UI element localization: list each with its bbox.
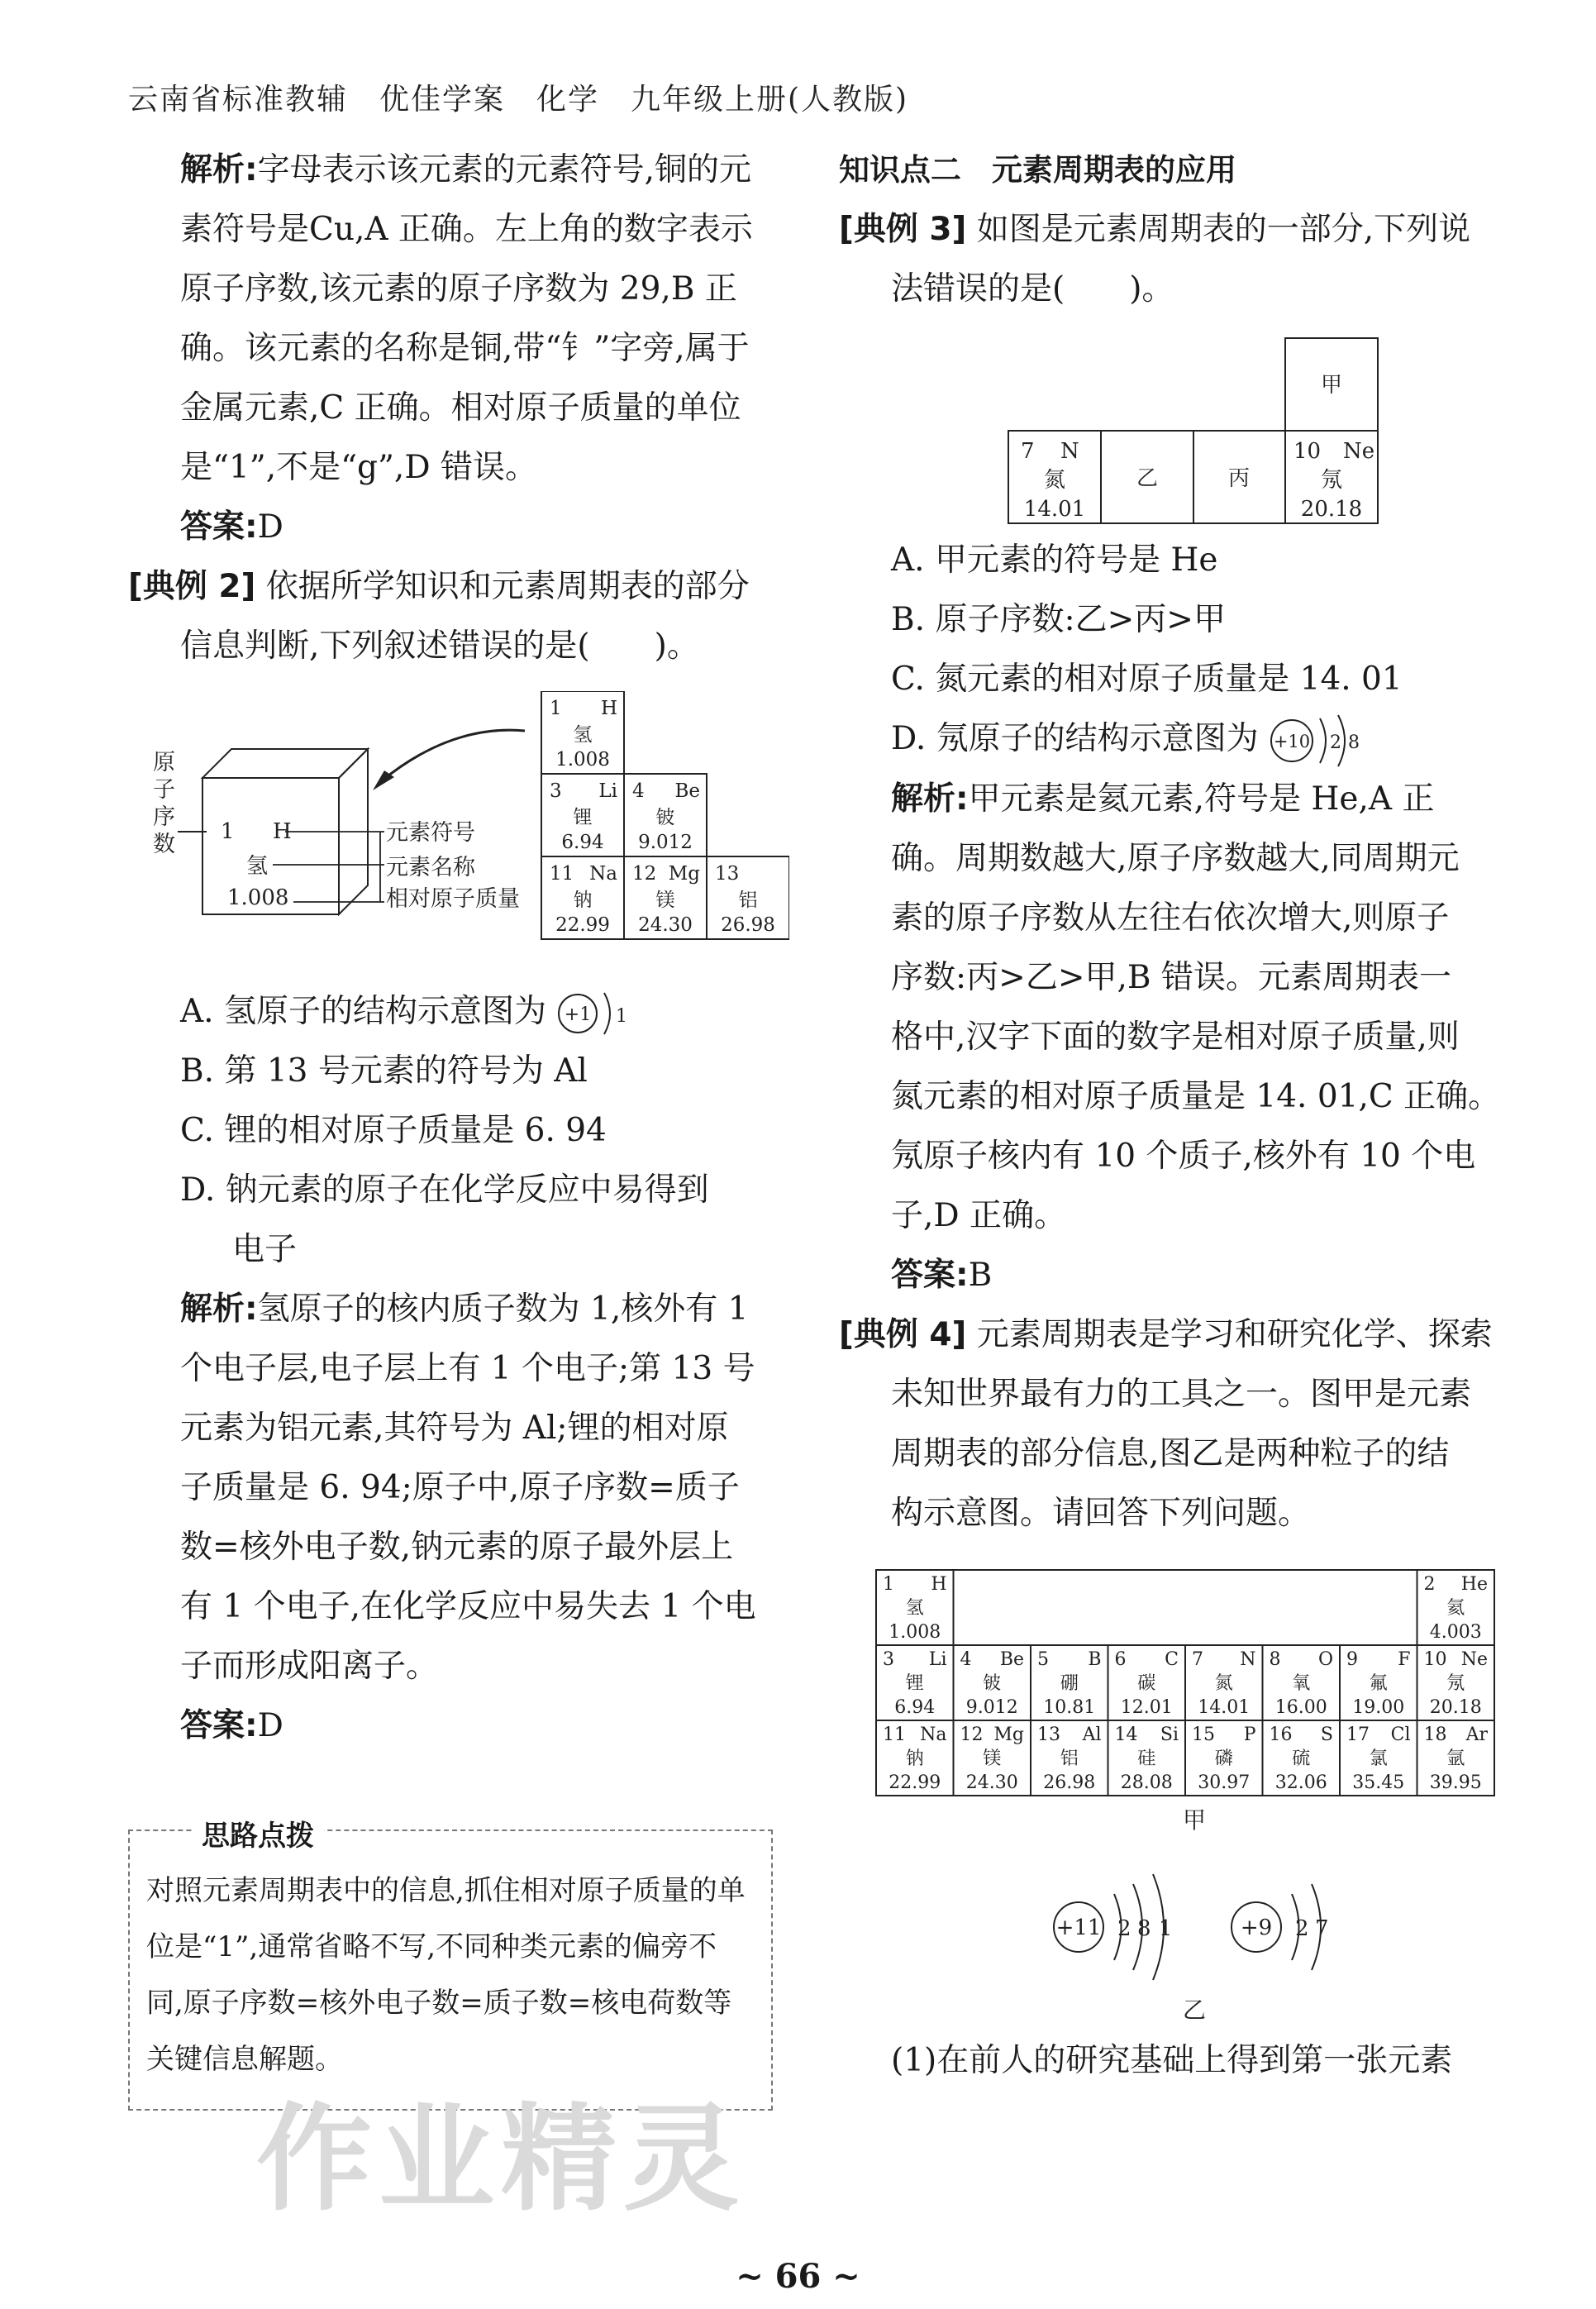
svg-text:2: 2 <box>1117 1916 1131 1941</box>
svg-text:+10: +10 <box>1273 732 1311 751</box>
cell-name: 氧 <box>1292 1673 1311 1694</box>
neon-structure-icon <box>1269 712 1368 770</box>
cell-symbol: S <box>1320 1725 1333 1745</box>
cell-symbol: P <box>1243 1725 1256 1745</box>
svg-text:20.18: 20.18 <box>1300 497 1363 522</box>
cell-symbol: Ne <box>1460 1649 1488 1670</box>
cell-number: 18 <box>1423 1725 1447 1745</box>
cell-mass: 24.30 <box>638 914 693 936</box>
cell-symbol: O <box>1317 1649 1333 1670</box>
cell-mass: 28.08 <box>1120 1772 1173 1793</box>
tip-title: 思路点拨 <box>192 1813 324 1853</box>
cell-mass: 22.99 <box>555 914 610 936</box>
cell-mass: 24.30 <box>965 1772 1018 1793</box>
cell-name: 磷 <box>1214 1748 1233 1769</box>
svg-text:7: 7 <box>1021 439 1035 464</box>
cell-symbol: F <box>1398 1649 1411 1670</box>
cell-name: 碳 <box>1137 1673 1156 1694</box>
particle-structures <box>839 1834 1508 2025</box>
svg-text:+1: +1 <box>565 1004 592 1025</box>
svg-text:氖: 氖 <box>1320 468 1343 493</box>
cell-name: 氮 <box>1214 1673 1233 1694</box>
svg-text:N: N <box>1060 439 1079 464</box>
cell-number: 9 <box>1346 1649 1358 1670</box>
cell-name: 硅 <box>1137 1748 1156 1769</box>
table-caption: 甲 <box>1182 1806 1207 1834</box>
cell-mass: 22.99 <box>889 1772 941 1793</box>
answer-2: 答案:D <box>180 1707 283 1744</box>
cell-name: 硼 <box>1060 1673 1079 1694</box>
cell-name: 钠 <box>905 1748 924 1769</box>
cell-name: 氢 <box>573 724 593 746</box>
option-3c: C. 氮元素的相对原子质量是 14. 01 <box>891 661 1403 698</box>
cell-symbol: C <box>1165 1649 1179 1670</box>
cell-mass: 6.94 <box>561 832 604 853</box>
cell-number: 13 <box>715 863 740 885</box>
cell-mass: 6.94 <box>894 1697 936 1718</box>
cell-number: 7 <box>1192 1649 1203 1670</box>
cell-name: 镁 <box>983 1748 1002 1769</box>
cell-number: 12 <box>632 863 657 885</box>
left-column <box>128 141 789 1756</box>
svg-text:1: 1 <box>1159 1916 1173 1941</box>
svg-text:8: 8 <box>1137 1916 1151 1941</box>
cell-number: 10 <box>1423 1649 1447 1670</box>
cell-name: 镁 <box>655 890 675 911</box>
cell-name: 硫 <box>1292 1748 1311 1769</box>
cell-symbol: Cl <box>1390 1725 1411 1745</box>
cell-symbol: Be <box>999 1649 1024 1670</box>
cell-mass: 1.008 <box>889 1622 941 1643</box>
answer-1: 答案:D <box>180 508 283 546</box>
option-2b: B. 第 13 号元素的符号为 Al <box>180 1052 588 1090</box>
cell-name: 铍 <box>983 1673 1002 1694</box>
hydrogen-structure-icon <box>556 989 631 1038</box>
cell-name: 氯 <box>1369 1748 1388 1769</box>
cell-symbol: He <box>1460 1574 1488 1595</box>
cell-symbol: Mg <box>668 863 700 885</box>
cell-number: 11 <box>883 1725 906 1745</box>
cell-mass: 32.06 <box>1274 1772 1327 1793</box>
side-label-1: 原 <box>153 750 175 775</box>
cell-mass: 39.95 <box>1429 1772 1482 1793</box>
cell-mass: 10.81 <box>1043 1697 1096 1718</box>
cell-symbol: Na <box>920 1725 947 1745</box>
cell-number: 5 <box>1037 1649 1049 1670</box>
side-label-4: 数 <box>153 832 175 857</box>
cell-number: 3 <box>883 1649 894 1670</box>
cell-mass: 9.012 <box>965 1697 1018 1718</box>
example-4-question: [典例 4] 元素周期表是学习和研究化学、探索 未知世界最有力的工具之一。图甲是元素 周期表的部分信息,图乙是两种粒子的结 构示意图。请回答下列问题。 <box>839 1316 1493 1532</box>
svg-text:Ne: Ne <box>1343 439 1375 464</box>
cell-number: 1 <box>883 1574 894 1595</box>
cell-mass: 35.45 <box>1352 1772 1405 1793</box>
cell-mass: 20.18 <box>1429 1697 1482 1718</box>
label-mass: 相对原子质量 <box>386 886 520 912</box>
svg-text:7: 7 <box>1315 1916 1329 1941</box>
cell-number: 14 <box>1114 1725 1138 1745</box>
cell-mass: 4.003 <box>1429 1622 1482 1643</box>
svg-text:+11: +11 <box>1055 1915 1102 1940</box>
cell-symbol: Li <box>928 1649 947 1670</box>
cell-symbol: N <box>1240 1649 1256 1670</box>
option-3a: A. 甲元素的符号是 He <box>891 541 1218 579</box>
cell-number: 15 <box>1192 1725 1215 1745</box>
side-label-3: 序 <box>153 804 175 830</box>
cell-symbol: Na <box>589 863 617 885</box>
cell-mass: 9.012 <box>638 832 693 853</box>
option-2a: A. 氢原子的结构示意图为 +1 1 <box>128 982 789 1042</box>
cell-number: 1 <box>550 698 562 719</box>
cell-number: 16 <box>1269 1725 1293 1745</box>
cell-number: 13 <box>1037 1725 1060 1745</box>
periodic-cell-diagram <box>128 691 789 964</box>
cell-number: 4 <box>960 1649 972 1670</box>
svg-text:14.01: 14.01 <box>1023 497 1086 522</box>
cell-symbol: B <box>1088 1649 1102 1670</box>
svg-text:2: 2 <box>1330 732 1342 753</box>
cell-mass: 19.00 <box>1352 1697 1405 1718</box>
cell-name: 铝 <box>1060 1748 1079 1769</box>
cell-name: 铍 <box>655 807 675 828</box>
cell-symbol: Mg <box>993 1725 1024 1745</box>
cell-symbol: Ar <box>1465 1725 1488 1745</box>
option-3d: D. 氖原子的结构示意图为 +10 2 8 <box>839 709 1508 770</box>
cell-number: 12 <box>960 1725 984 1745</box>
cell-name: 氢 <box>905 1598 924 1619</box>
cell-name: 氦 <box>1446 1598 1465 1619</box>
svg-text:丙: 丙 <box>1227 466 1251 491</box>
svg-text:氢: 氢 <box>246 854 269 879</box>
cell-mass: 26.98 <box>1043 1772 1096 1793</box>
cell-name: 氩 <box>1446 1748 1465 1769</box>
cell-symbol: Al <box>1082 1725 1102 1745</box>
cell-symbol: Be <box>674 780 700 802</box>
cell-name: 氖 <box>1446 1673 1465 1694</box>
cell-name: 氟 <box>1369 1673 1388 1694</box>
label-symbol: 元素符号 <box>386 820 475 846</box>
periodic-table-excerpt <box>839 1562 1508 1834</box>
example-2-tag: [典例 2] <box>128 568 256 605</box>
cell-name: 铝 <box>738 890 758 911</box>
watermark: 作业精灵 <box>256 2092 746 2227</box>
structures-caption: 乙 <box>1182 1997 1207 2024</box>
svg-text:氮: 氮 <box>1043 468 1066 493</box>
analysis-1: 解析:字母表示该元素的元素符号,铜的元 素符号是Cu,A 正确。左上角的数字表示 原子序数,该元素的原子序数为 29,B 正 确。该元素的名称是铜,带“钅”字旁,属于 金属元素,C 正确。相对原子质量的单位 是“1”,不是“g”,D 错误。 <box>180 151 753 486</box>
svg-text:10: 10 <box>1293 439 1322 464</box>
analysis-2: 解析:氢原子的核内质子数为 1,核外有 1 个电子层,电子层上有 1 个电子;第 13 号 元素为铝元素,其符号为 Al;锂的相对原 子质量是 6. 94;原子中,原子序数=质子 数=核外电子数,钠元素的原子最外层上 有 1 个电子,在化学反应中易失去 1 个电 子而形成阳离子。 <box>180 1290 756 1685</box>
analysis-1-label: 解析: <box>180 151 258 188</box>
cell-symbol: Si <box>1160 1725 1179 1745</box>
option-3b: B. 原子序数:乙>丙>甲 <box>891 601 1226 638</box>
cell-symbol: Li <box>598 780 617 802</box>
page-header: 云南省标准教辅 优佳学案 化学 九年级上册(人教版) <box>128 83 909 117</box>
cell-mass: 12.01 <box>1120 1697 1173 1718</box>
example-2-question: [典例 2] 依据所学知识和元素周期表的部分 信息判断,下列叙述错误的是( )。 <box>128 568 750 665</box>
cell-number: 17 <box>1346 1725 1370 1745</box>
svg-text:1.008: 1.008 <box>227 885 289 910</box>
svg-text:2: 2 <box>1295 1916 1309 1941</box>
tip-body: 对照元素周期表中的信息,抓住相对原子质量的单 位是“1”,通常省略不写,不同种类元素的偏旁不 同,原子序数=核外电子数=质子数=核电荷数等 关键信息解题。 <box>146 1874 746 2076</box>
svg-text:+9: +9 <box>1240 1915 1273 1940</box>
section-title: 知识点二 元素周期表的应用 <box>839 152 1236 188</box>
cell-mass: 14.01 <box>1198 1697 1251 1718</box>
cell-number: 4 <box>632 780 645 802</box>
cell-name: 锂 <box>573 807 593 828</box>
svg-text:H: H <box>273 819 292 844</box>
example-3-table <box>839 326 1508 524</box>
right-column <box>839 141 1508 2091</box>
cell-number: 3 <box>550 780 562 802</box>
svg-text:甲: 甲 <box>1320 373 1343 398</box>
answer-3: 答案:B <box>891 1257 993 1294</box>
cell-mass: 30.97 <box>1198 1772 1251 1793</box>
option-2d: D. 钠元素的原子在化学反应中易得到 电子 <box>180 1171 709 1268</box>
svg-text:乙: 乙 <box>1136 466 1159 491</box>
cell-name: 锂 <box>905 1673 924 1694</box>
svg-text:8: 8 <box>1348 732 1360 753</box>
row1-frame <box>876 1570 1494 1645</box>
question-1: (1)在前人的研究基础上得到第一张元素 <box>891 2042 1453 2079</box>
page-number: ~ 66 ~ <box>736 2257 860 2296</box>
analysis-3: 解析:甲元素是氦元素,符号是 He,A 正 确。周期数越大,原子序数越大,同周期元 素的原子序数从左往右依次增大,则原子 序数:丙>乙>甲,B 错误。元素周期表一 格中,汉字下面的数字是相对原子质量,则 氮元素的相对原子质量是 14. 01,C 正确。 氖原子核内有 10 个质子,核外有 10 个电 子,D 正确。 <box>891 780 1501 1234</box>
option-2c: C. 锂的相对原子质量是 6. 94 <box>180 1112 607 1149</box>
cell-number: 6 <box>1114 1649 1127 1670</box>
label-name: 元素名称 <box>386 855 475 880</box>
cell-mass: 26.98 <box>721 914 775 936</box>
cell-number: 2 <box>1423 1574 1436 1595</box>
cell-symbol: H <box>600 698 617 719</box>
svg-text:1: 1 <box>221 819 235 844</box>
cell-name: 钠 <box>573 890 593 911</box>
cell-symbol: H <box>931 1574 947 1595</box>
side-label-2: 子 <box>153 777 175 803</box>
cell-mass: 1.008 <box>555 749 610 770</box>
cell-mass: 16.00 <box>1274 1697 1327 1718</box>
example-3-question: [典例 3] 如图是元素周期表的一部分,下列说 法错误的是( )。 <box>839 211 1471 308</box>
svg-text:1: 1 <box>616 1006 628 1027</box>
cell-number: 8 <box>1269 1649 1281 1670</box>
cell-number: 11 <box>550 863 574 885</box>
